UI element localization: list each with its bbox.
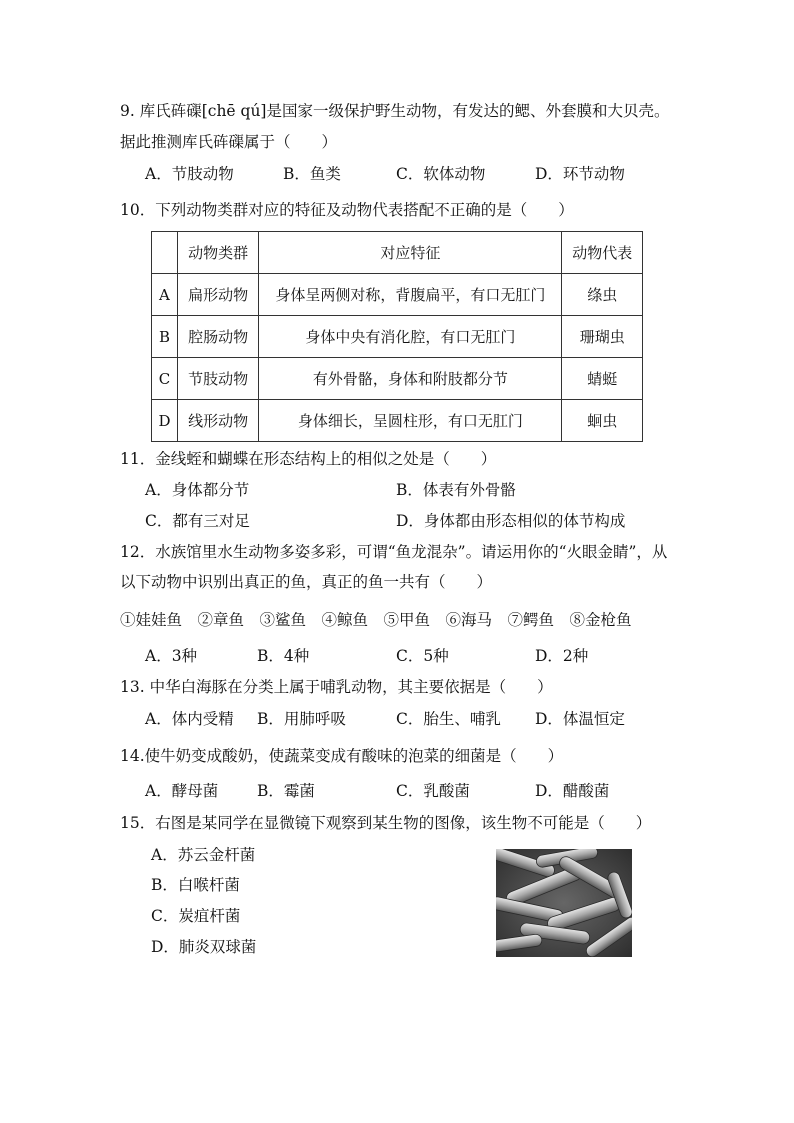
q12-stem-line1: 12．水族馆里水生动物多姿多彩，可谓“鱼龙混杂”。请运用你的“火眼金睛”，从	[120, 543, 668, 561]
table-cell: C	[152, 358, 178, 400]
q11-stem: 11．金线蛭和蝴蝶在形态结构上的相似之处是（ ）	[120, 450, 497, 468]
q13-stem: 13. 中华白海豚在分类上属于哺乳动物，其主要依据是（ ）	[120, 678, 553, 696]
q13-option-a[interactable]: A．体内受精	[145, 710, 234, 728]
q14-option-d[interactable]: D．醋酸菌	[535, 782, 610, 800]
q12-option-a[interactable]: A．3种	[145, 647, 198, 665]
q15-option-a[interactable]: A．苏云金杆菌	[151, 846, 256, 864]
table-row	[152, 316, 643, 358]
q9-stem-line2: 据此推测库氏砗磲属于（ ）	[120, 133, 338, 151]
q12-option-d[interactable]: D．2种	[535, 647, 589, 665]
table-header-row	[152, 232, 643, 274]
table-row	[152, 358, 643, 400]
q12-option-b[interactable]: B．4种	[257, 647, 310, 665]
q15-option-b[interactable]: B．白喉杆菌	[151, 876, 240, 894]
table-header-cell	[152, 232, 178, 274]
q14-option-c[interactable]: C．乳酸菌	[396, 782, 470, 800]
q12-animal-list: ①娃娃鱼 ②章鱼 ③鲨鱼 ④鲸鱼 ⑤甲鱼 ⑥海马 ⑦鳄鱼 ⑧金枪鱼	[120, 611, 632, 629]
table-cell: 有外骨骼，身体和附肢都分节	[259, 358, 562, 400]
table-cell: 珊瑚虫	[562, 316, 643, 358]
table-row	[152, 274, 643, 316]
q14-option-b[interactable]: B．霉菌	[257, 782, 315, 800]
q13-option-b[interactable]: B．用肺呼吸	[257, 710, 346, 728]
q14-stem: 14.使牛奶变成酸奶，使蔬菜变成有酸味的泡菜的细菌是（ ）	[120, 747, 564, 765]
table-header-cell: 动物类群	[177, 232, 259, 274]
q13-option-c[interactable]: C．胎生、哺乳	[396, 710, 501, 728]
table-cell: 节肢动物	[177, 358, 259, 400]
table-cell: 扁形动物	[177, 274, 259, 316]
q15-option-d[interactable]: D．肺炎双球菌	[151, 938, 257, 956]
table-header-cell: 对应特征	[259, 232, 562, 274]
q10-table	[151, 231, 643, 442]
q13-option-d[interactable]: D．体温恒定	[535, 710, 625, 728]
q9-option-a[interactable]: A．节肢动物	[145, 165, 234, 183]
q11-option-b[interactable]: B．体表有外骨骼	[396, 481, 516, 499]
table-cell: B	[152, 316, 178, 358]
q11-option-d[interactable]: D．身体都由形态相似的体节构成	[396, 512, 626, 530]
table-cell: 线形动物	[177, 400, 259, 442]
q11-option-c[interactable]: C．都有三对足	[145, 512, 250, 530]
q12-stem-line2: 以下动物中识别出真正的鱼，真正的鱼一共有（ ）	[120, 573, 493, 591]
q15-option-c[interactable]: C．炭疽杆菌	[151, 907, 241, 925]
table-cell: A	[152, 274, 178, 316]
table-cell: 身体呈两侧对称，背腹扁平，有口无肛门	[259, 274, 562, 316]
table-cell: 绦虫	[562, 274, 643, 316]
table-cell: D	[152, 400, 178, 442]
table-cell: 腔肠动物	[177, 316, 259, 358]
q15-stem: 15．右图是某同学在显微镜下观察到某生物的图像，该生物不可能是（ ）	[120, 814, 652, 832]
q9-option-c[interactable]: C．软体动物	[396, 165, 486, 183]
table-cell: 身体细长，呈圆柱形，有口无肛门	[259, 400, 562, 442]
q9-option-d[interactable]: D．环节动物	[535, 165, 625, 183]
table-cell: 身体中央有消化腔，有口无肛门	[259, 316, 562, 358]
table-header-cell: 动物代表	[562, 232, 643, 274]
q9-option-b[interactable]: B．鱼类	[283, 165, 341, 183]
table-cell: 蛔虫	[562, 400, 643, 442]
table-cell: 蜻蜓	[562, 358, 643, 400]
q11-option-a[interactable]: A．身体都分节	[145, 481, 250, 499]
q10-stem: 10．下列动物类群对应的特征及动物代表搭配不正确的是（ ）	[120, 201, 574, 219]
table-row	[152, 400, 643, 442]
q14-option-a[interactable]: A．酵母菌	[145, 782, 219, 800]
bacteria-micrograph	[496, 849, 632, 957]
q12-option-c[interactable]: C．5种	[396, 647, 449, 665]
q9-stem-line1: 9. 库氏砗磲[chē qú]是国家一级保护野生动物，有发达的鳃、外套膜和大贝壳。	[120, 102, 670, 120]
